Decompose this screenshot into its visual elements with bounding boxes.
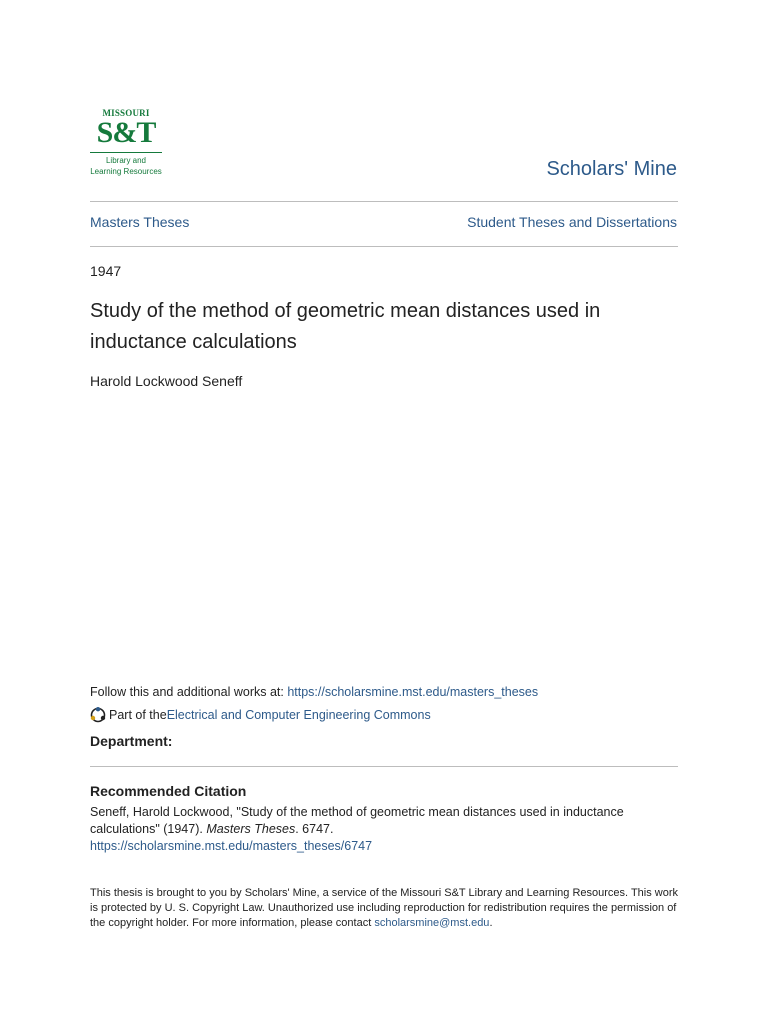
logo-mark: S&T [96,116,156,149]
divider-top [90,201,678,202]
citation-heading: Recommended Citation [90,783,247,799]
scholars-mine-link[interactable]: Scholars' Mine [546,158,677,180]
missouri-st-logo [90,108,164,182]
logo-subtitle [90,155,162,177]
divider-citation [90,766,678,767]
thesis-author: Harold Lockwood Seneff [90,373,243,389]
logo-subtitle-line2: Learning Resources [90,167,162,176]
masters-theses-url-link[interactable]: https://scholarsmine.mst.edu/masters_theses [287,685,539,699]
follow-line [90,685,538,699]
citation-text: Seneff, Harold Lockwood, "Study of the method of geometric mean distances used in inductance calculations" (1947). [90,805,624,836]
student-theses-link[interactable]: Student Theses and Dissertations [467,214,677,230]
citation-url-link[interactable]: https://scholarsmine.mst.edu/masters_theses/6747 [90,839,373,853]
logo-rule [90,152,162,153]
citation-number: . 6747. [295,822,334,836]
part-of-text: Part of the [109,708,167,722]
commons-link[interactable]: Electrical and Computer Engineering Commons [166,708,431,722]
logo-subtitle-line1: Library and [105,156,147,165]
copyright-end: . [489,917,493,929]
citation-body [90,804,670,855]
copyright-notice [90,886,680,931]
copyright-text: This thesis is brought to you by Scholars' Mine, a service of the Missouri S&T Library and Learning Resources. This work is protected by U. S. Copyright Law. Unauthorized use including reproduction for redistribution requires the permission of the copyright holder. For more information, please contact [90,887,679,929]
part-of-line [90,707,431,723]
creative-commons-network-icon [90,707,106,723]
masters-theses-link[interactable]: Masters Theses [90,214,190,230]
citation-series: Masters Theses [206,822,296,836]
department-label: Department: [90,733,173,749]
follow-text: Follow this and additional works at: [90,685,288,699]
logo-top-text: MISSOURI [102,108,150,118]
contact-email-link[interactable]: scholarsmine@mst.edu [374,917,490,929]
divider-nav [90,246,678,247]
publication-year: 1947 [90,263,122,279]
thesis-title: Study of the method of geometric mean distances used in inductance calculations [90,300,601,353]
